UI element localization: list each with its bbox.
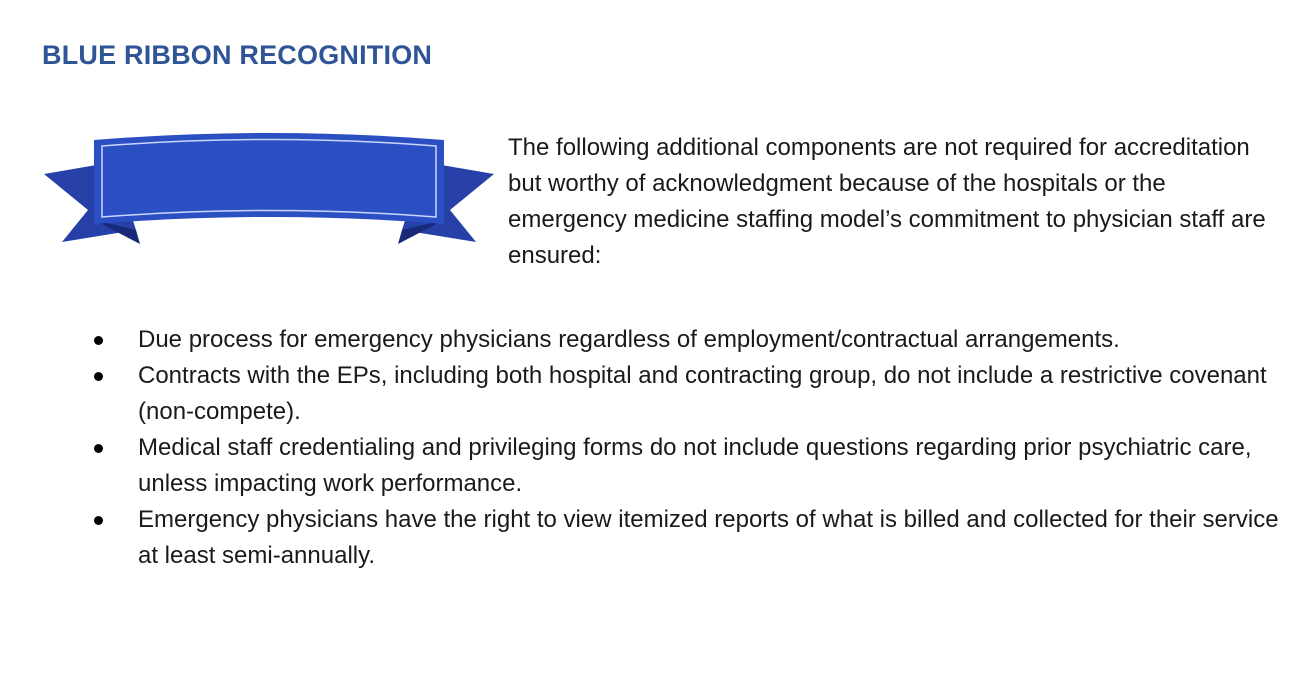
- list-item: [90, 358, 1280, 430]
- bullet-icon: [94, 444, 103, 453]
- page-title: BLUE RIBBON RECOGNITION: [42, 40, 433, 70]
- list-item: [90, 430, 1280, 502]
- blue-ribbon-icon: [44, 124, 494, 264]
- list-item-text: Medical staff credentialing and privileging forms do not include questions regarding prior psychiatric care, unless impacting work performance.: [138, 434, 1252, 497]
- intro-paragraph: The following additional components are not required for accreditation but worthy of acknowledgment because of the hospitals or the emergency medicine staffing model’s commitment to physician staff are ensured:: [508, 134, 1266, 269]
- list-item: [90, 322, 1280, 358]
- bullet-icon: [94, 336, 103, 345]
- list-item-text: Emergency physicians have the right to view itemized reports of what is billed and collected for their service at least semi-annually.: [138, 506, 1279, 569]
- bullet-icon: [94, 516, 103, 525]
- list-item-text: Contracts with the EPs, including both hospital and contracting group, do not include a restrictive covenant (non-compete).: [138, 362, 1267, 425]
- bullet-icon: [94, 372, 103, 381]
- bullet-list: [90, 322, 1280, 574]
- list-item: [90, 502, 1280, 574]
- list-item-text: Due process for emergency physicians regardless of employment/contractual arrangements.: [138, 326, 1120, 353]
